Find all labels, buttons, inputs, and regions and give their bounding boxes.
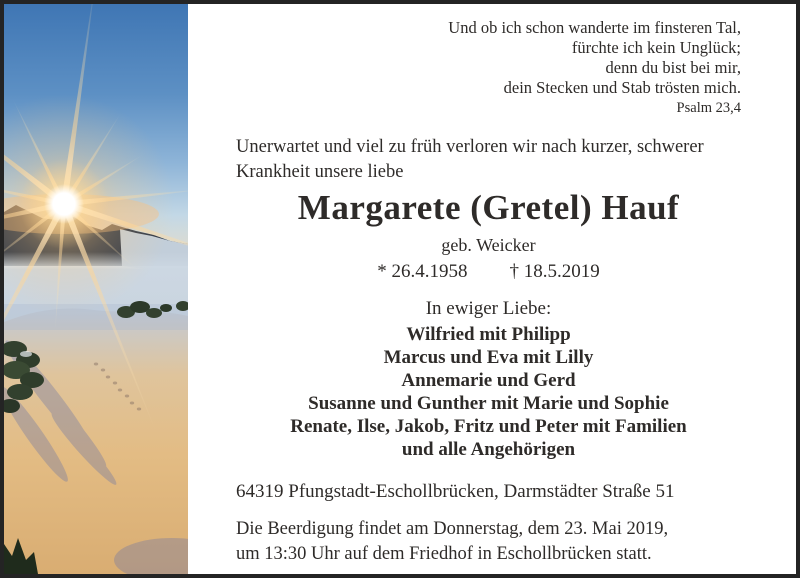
life-dates: [236, 261, 741, 283]
psalm-line: Und ob ich schon wanderte im finsteren Tal,: [448, 18, 741, 37]
memorial-photo: [4, 4, 188, 574]
address-line: 64319 Pfungstadt-Eschollbrücken, Darmstädter Straße 51: [236, 481, 675, 502]
obituary-content: [236, 4, 741, 574]
maiden-name: geb. Weicker: [441, 235, 536, 255]
mourner-line: Marcus und Eva mit Lilly: [383, 347, 594, 368]
psalm-line: fürchte ich kein Unglück;: [571, 38, 741, 57]
intro-line: Unerwartet und viel zu früh verloren wir nach kurzer, schwerer: [236, 137, 704, 157]
funeral-line: Die Beerdigung findet am Donnerstag, dem 23. Mai 2019,: [236, 519, 669, 539]
birth-date: * 26.4.1958: [377, 261, 468, 282]
psalm-line: dein Stecken und Stab trösten mich.: [503, 78, 741, 97]
deceased-name: Margarete (Gretel) Hauf: [297, 188, 680, 227]
mourner-line: Annemarie und Gerd: [401, 370, 576, 391]
mountain-sunrise-illustration: [4, 4, 188, 574]
mourner-line: Wilfried mit Philipp: [406, 324, 571, 345]
funeral-line: um 13:30 Uhr auf dem Friedhof in Eschollbrücken statt.: [236, 544, 652, 564]
mourners-list: [236, 323, 741, 461]
intro-line: Krankheit unsere liebe: [236, 162, 404, 182]
death-date: † 18.5.2019: [509, 261, 600, 282]
farewell-heading: In ewiger Liebe:: [425, 298, 552, 319]
mourner-line: Susanne und Gunther mit Marie und Sophie: [308, 393, 669, 414]
funeral-info: [236, 517, 741, 567]
mourner-line: und alle Angehörigen: [401, 439, 576, 460]
intro-text: [236, 135, 741, 185]
psalm-line: denn du bist bei mir,: [605, 58, 741, 77]
psalm-source: Psalm 23,4: [676, 100, 741, 116]
mourner-line: Renate, Ilse, Jakob, Fritz und Peter mit Familien: [290, 416, 687, 437]
psalm-quote: [236, 18, 741, 98]
sun-core: [44, 184, 84, 224]
